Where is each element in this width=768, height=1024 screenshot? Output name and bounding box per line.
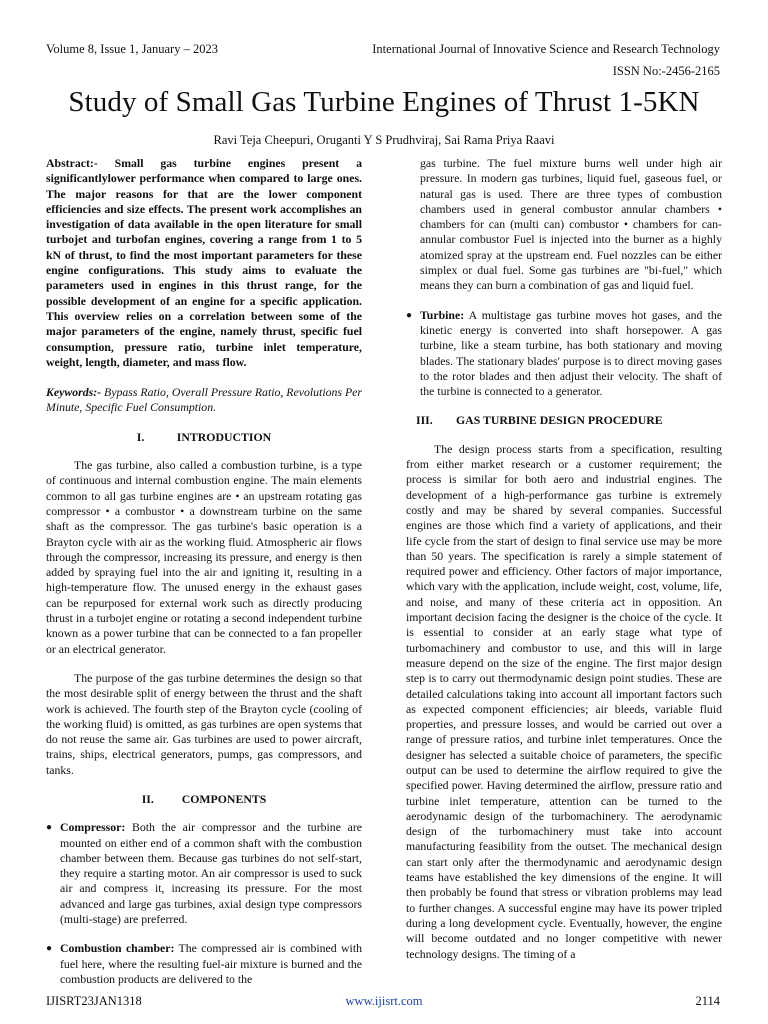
section-number: III. xyxy=(416,413,433,428)
bullet-label: Turbine: xyxy=(420,307,465,322)
bullet-text: A multistage gas turbine moves hot gases, and the kinetic energy is converted into shaft horsepower. A gas turbine, like a steam turbine, has both stationary and moving blades. The stationary blades' purpose is to direct moving gases to the rotor blades and then adjust their velocity. The shaft of the turbine is connected to a generator. xyxy=(420,307,722,399)
bullet-icon: ● xyxy=(46,822,53,834)
keywords-label: Keywords:- xyxy=(46,385,102,400)
section-title: GAS TURBINE DESIGN PROCEDURE xyxy=(456,413,663,428)
section-number: II. xyxy=(141,791,154,806)
section-heading-components xyxy=(46,792,362,807)
bullet-text: Both the air compressor and the turbine are mounted on either end of a common shaft with the combustion chamber between them. Because gas turbines do not self-start, they require a starting motor. An air compressor is used to suck air and compress it, increasing its pressure. For the most advanced and large gas turbines, axial design type compressors (multi-stage) are preferred. xyxy=(60,820,362,927)
bullet-icon: ● xyxy=(406,309,413,321)
bullet-compressor xyxy=(46,820,362,927)
left-column xyxy=(46,156,362,987)
keywords-text: Bypass Ratio, Overall Pressure Ratio, Revolutions Per Minute, Specific Fuel Consumption. xyxy=(46,385,362,415)
bullet-text: The compressed air is combined with fuel here, where the resulting fuel-air mixture is burned and the combustion products are delivered to the xyxy=(60,941,362,986)
bullet-combustion-continued: gas turbine. The fuel mixture burns well under high air pressure. In modern gas turbines, liquid fuel, gaseous fuel, or natural gas is used. There are three types of combustion chambers used in general combustor annular chambers • chambers for can (multi can) combustor • chambers for can-annular combustor Fuel is injected into the burner as a highly atomized spray at the upstream end. Fuel nozzles can be either simplex or dual fuel. Some gas turbines are "bi-fuel," which means they can burn a combination of gas and liquid fuel. xyxy=(420,156,722,293)
section-title: COMPONENTS xyxy=(181,791,267,806)
header-issn: ISSN No:-2456-2165 xyxy=(612,64,720,78)
bullet-icon: ● xyxy=(46,943,53,955)
right-column xyxy=(406,156,722,962)
paper-authors: Ravi Teja Cheepuri, Oruganti Y S Prudhviraj, Sai Rama Priya Raavi xyxy=(213,133,555,147)
intro-paragraph: The gas turbine, also called a combustion turbine, is a type of continuous and internal combustion engine. The main elements common to all gas turbine engines are • an upstream rotating gas compressor • a combustor • a downstream turbine on the same shaft as the compressor. The gas turbine's basic operation is a Brayton cycle with air as the working fluid. Atmospheric air flows through the compressor, increasing its pressure, and energy is then added by spraying fuel into the air and igniting it, resulting in a high-temperature flow. The unused energy in the exhaust gases can be repurposed for external work such as directly producing thrust in a turbojet engine or rotating a second independent turbine known as a power turbine that can be connected to a fan propeller or an electrical generator. xyxy=(46,458,362,656)
design-paragraph: The design process starts from a specification, resulting from either market research or a customer requirement; the process is similar for both aero and industrial engines. The development of a high-performance gas turbine is extremely costly and may be shared by several companies. Successful engines are those which find a variety of applications, and their life cycle from the start of design to final service use may be more than 50 years. The specification is rarely a simple statement of required power and efficiency. Other factors of major importance, which vary with the application, include weight, cost, volume, life, and noise, and many of these criteria act in opposition. An important decision facing the designer is the choice of the cycle. It is essential to consider at an early stage what type of turbomachinery and combustor to use, and this will in large measure depend on the size of the engine. The first major design step is to carry out thermodynamic design point studies. These are detailed calculations taking into account all important factors such as expected component efficiencies; air bleeds, variable fluid properties, and pressure losses, and would be carried out over a range of pressure ratios, and turbine inlet temperatures. Once the designer has selected a suitable choice of parameters, the specific output can be used to determine the airflow required to give the specified power. Having determined the airflow, pressure ratio and turbine inlet temperature, attention can be turned to the aerodynamic design of the turbomachinery. The aerodynamic design of the turbomachinery must take into account manufacturing feasibility from the outset. The mechanical design can start only after the thermodynamic and aerodynamic design teams have established the key dimensions of the engine. It will then probably be found that stress or vibration problems may lead to further changes. A successful engine may have its power tripled during a long development cycle. Eventually, however, the engine will become outdated and no longer competitive with newer technology designs. The timing of a xyxy=(406,441,722,961)
section-title: INTRODUCTION xyxy=(176,429,272,444)
keywords xyxy=(46,385,362,416)
intro-paragraph: The purpose of the gas turbine determines the design so that the most desirable split of energy between the thrust and the shaft work is achieved. The fourth step of the Brayton cycle (cooling of the working fluid) is omitted, as gas turbines are open systems that do not reuse the same air. Gas turbines are used to power aircraft, trains, ships, electrical generators, pumps, gas compressors, and tanks. xyxy=(46,670,362,777)
bullet-label: Compressor: xyxy=(60,820,126,835)
bullet-combustion xyxy=(46,941,362,987)
header-volume: Volume 8, Issue 1, January – 2023 xyxy=(46,42,218,56)
bullet-label: Combustion chamber: xyxy=(60,941,175,956)
section-heading-design xyxy=(416,413,722,428)
abstract: Abstract:- Small gas turbine engines present a significantlylower performance when compared to large ones. The major reasons for that are the lower component efficiencies and size effects. The present work accomplishes an investigation of data available in the open literature for small turbojet and turbofan engines, covering a range from 1 to 5 kN of thrust, to find the most important parameters for these engine configurations. This study aims to evaluate the parameters used in engines in this thrust range, for the possible development of an engine for a specific application. This overview relies on a correlation between some of the major parameters of the engine, namely thrust, specific fuel consumption, pressure ratio, turbine inlet temperature, weight, length, diameter, and mass flow. xyxy=(46,156,362,369)
footer-page-number: 2114 xyxy=(695,994,720,1008)
paper-title: Study of Small Gas Turbine Engines of Thrust 1-5KN xyxy=(68,86,700,118)
section-number: I. xyxy=(136,429,145,444)
section-heading-introduction xyxy=(46,430,362,445)
footer-id: IJISRT23JAN1318 xyxy=(46,994,142,1008)
header-journal: International Journal of Innovative Science and Research Technology xyxy=(372,42,720,56)
bullet-turbine xyxy=(406,308,722,400)
footer-url[interactable]: www.ijisrt.com xyxy=(345,994,423,1008)
